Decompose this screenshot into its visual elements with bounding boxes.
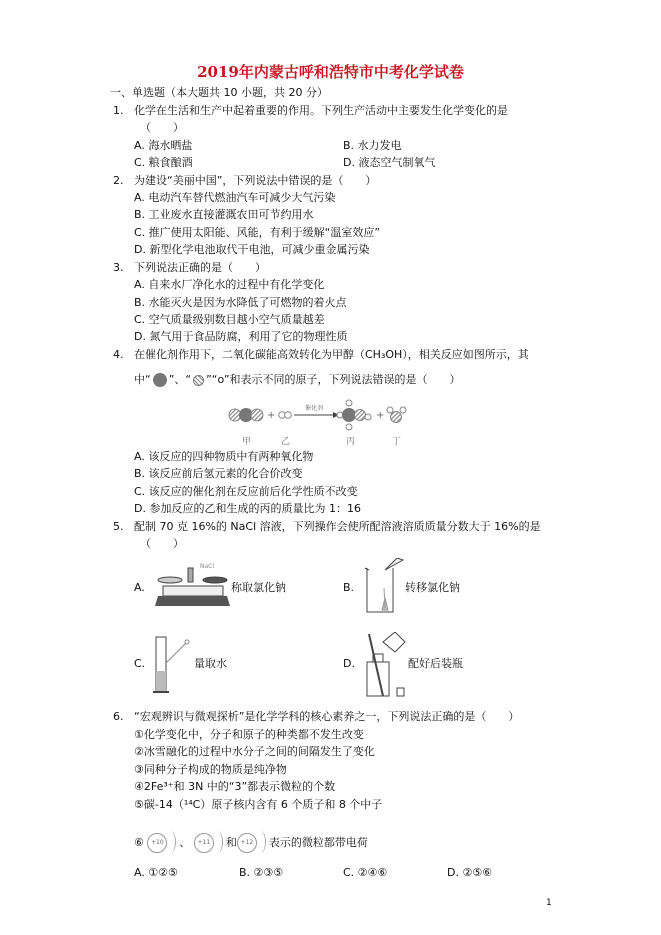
- stem-text: 中“: [134, 373, 151, 386]
- option-c[interactable]: C. 推广使用太阳能、风能，有利于缓解“温室效应”: [134, 226, 381, 239]
- option-d[interactable]: D. 参加反应的乙和生成的丙的质量比为 1：16: [134, 502, 361, 515]
- statement-1: ①化学变化中，分子和原子的种类都不发生改变: [134, 728, 364, 741]
- option-b[interactable]: B. 工业废水直接灌溉农田可节约用水: [134, 208, 314, 221]
- question-number: 4.: [113, 348, 124, 361]
- option-b-text[interactable]: 转移氯化钠: [405, 581, 460, 594]
- option-c[interactable]: C. 空气质量级别数目越小空气质量越差: [134, 313, 325, 326]
- balance-scale-icon: [155, 560, 230, 612]
- h2-molecule-icon: [279, 412, 292, 419]
- option-a-letter[interactable]: A.: [134, 581, 145, 594]
- co2-molecule-icon: [229, 408, 263, 422]
- option-a[interactable]: A. ①②⑤: [134, 866, 178, 879]
- question-stem: 下列说法正确的是（ ）: [134, 261, 266, 274]
- atom-structure-icon: [194, 831, 226, 855]
- statement-6-prefix: ⑥: [134, 836, 144, 849]
- hatched-atom-icon: [193, 375, 204, 386]
- option-c[interactable]: C. 该反应的催化剂在反应前后化学性质不改变: [134, 485, 358, 498]
- page-number: 1: [546, 898, 552, 908]
- question-stem: 在催化剂作用下，二氧化碳能高效转化为甲醇（CH₃OH），相关反应如图所示，其: [134, 348, 529, 361]
- option-a[interactable]: A. 该反应的四种物质中有两种氧化物: [134, 450, 314, 463]
- option-c-text[interactable]: 量取水: [194, 657, 227, 670]
- option-d[interactable]: D. ②⑤⑥: [447, 866, 493, 879]
- question-stem: 为建设“美丽中国”，下列说法中错误的是（ ）: [134, 174, 377, 187]
- option-d[interactable]: D. 液态空气制氧气: [343, 156, 436, 169]
- label-yi: 乙: [281, 437, 291, 447]
- nuclear-charge: +11: [194, 833, 214, 853]
- page-title: 2019年内蒙古呼和浩特市中考化学试卷: [197, 63, 464, 81]
- bottle-pouring-icon: [365, 632, 410, 698]
- option-d-letter[interactable]: D.: [343, 657, 355, 670]
- methanol-molecule-icon: [337, 400, 371, 430]
- option-d-text[interactable]: 配好后装瓶: [408, 657, 463, 670]
- nuclear-charge: +12: [237, 833, 257, 853]
- statement-3: ③同种分子构成的物质是纯净物: [134, 763, 287, 776]
- question-stem-line2: [134, 373, 461, 387]
- atom-structure-icon: [147, 831, 179, 855]
- statement-6-text: 表示的微粒都带电荷: [268, 836, 368, 849]
- option-d[interactable]: D. 新型化学电池取代干电池，可减少重金属污染: [134, 243, 370, 256]
- option-c[interactable]: C. ②④⑥: [343, 866, 388, 879]
- separator: 和: [225, 836, 237, 849]
- nuclear-charge: +10: [147, 833, 167, 853]
- question-stem: 化学在生活和生产中起着重要的作用。下列生产活动中主要发生化学变化的是: [134, 104, 508, 117]
- statement-4: ④2Fe³⁺和 3N 中的“3”都表示微粒的个数: [134, 780, 336, 793]
- catalyst-label: 催化剂: [305, 405, 324, 412]
- separator: 、: [179, 836, 191, 849]
- option-b-letter[interactable]: B.: [343, 581, 355, 594]
- statement-5: ⑤碳-14（¹⁴C）原子核内含有 6 个质子和 8 个中子: [134, 798, 383, 811]
- question-number: 2.: [113, 174, 124, 187]
- option-a[interactable]: A. 海水晒盐: [134, 139, 193, 152]
- nacl-label: NaCl: [200, 563, 215, 570]
- option-b[interactable]: B. 水能灭火是因为水降低了可燃物的着火点: [134, 296, 347, 309]
- plus-sign: +: [376, 410, 385, 421]
- graduated-cylinder-icon: [150, 633, 195, 695]
- option-a-text[interactable]: 称取氯化钠: [231, 581, 286, 594]
- statement-2: ②冰雪融化的过程中水分子之间的间隔发生了变化: [134, 745, 375, 758]
- section-heading: 一、单选题（本大题共 10 小题，共 20 分）: [110, 86, 328, 99]
- question-stem: 配制 70 克 16%的 NaCl 溶液，下列操作会使所配溶液溶质质量分数大于 16%的是: [134, 520, 541, 533]
- reaction-diagram: [225, 398, 445, 450]
- question-number: 3.: [113, 261, 124, 274]
- stem-text: ”、“: [168, 373, 192, 386]
- answer-blank: （ ）: [140, 121, 184, 134]
- beaker-transfer-icon: [363, 558, 408, 616]
- question-stem: “宏观辨识与微观探析”是化学学科的核心素养之一，下列说法正确的是（ ）: [134, 710, 520, 723]
- question-number: 6.: [113, 710, 124, 723]
- option-b[interactable]: B. ②③⑤: [239, 866, 284, 879]
- water-molecule-icon: [387, 407, 406, 423]
- atom-structure-icon: [237, 831, 269, 855]
- option-a[interactable]: A. 电动汽车替代燃油汽车可减少大气污染: [134, 191, 336, 204]
- question-number: 5.: [113, 520, 124, 533]
- label-jia: 甲: [242, 437, 252, 447]
- statement-6: [134, 831, 368, 855]
- label-ding: 丁: [392, 437, 402, 447]
- label-bing: 丙: [346, 437, 356, 447]
- large-gray-atom-icon: [153, 373, 167, 387]
- option-c[interactable]: C. 粮食酿酒: [134, 156, 193, 169]
- question-number: 1.: [113, 104, 124, 117]
- option-b[interactable]: B. 水力发电: [343, 139, 402, 152]
- option-a[interactable]: A. 自来水厂净化水的过程中有化学变化: [134, 278, 325, 291]
- option-d[interactable]: D. 氮气用于食品防腐，利用了它的物理性质: [134, 330, 348, 343]
- option-b[interactable]: B. 该反应前后氢元素的化合价改变: [134, 467, 303, 480]
- stem-text: ”“o”和表示不同的原子，下列说法错误的是（ ）: [206, 373, 461, 386]
- plus-sign: +: [267, 410, 276, 421]
- option-c-letter[interactable]: C.: [134, 657, 146, 670]
- answer-blank: （ ）: [140, 537, 184, 550]
